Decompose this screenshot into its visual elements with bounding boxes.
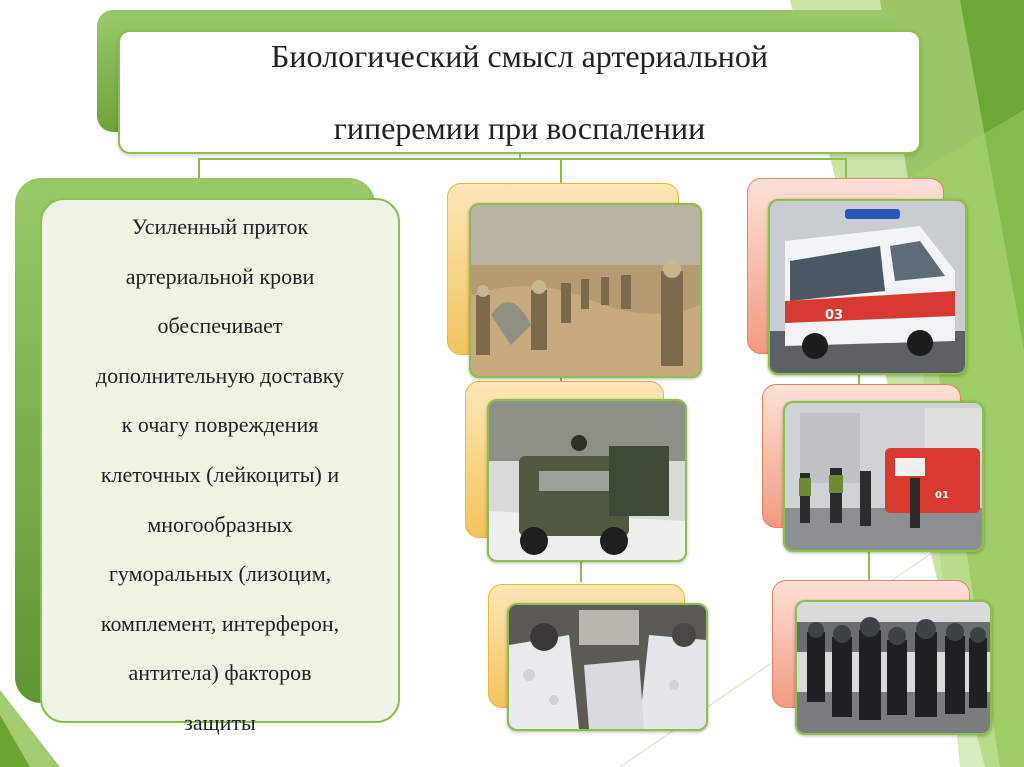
soldiers-in-vehicle-photo — [507, 603, 708, 731]
connector-line — [560, 158, 562, 184]
rescue-team-photo — [783, 401, 984, 552]
title-line-2: гиперемии при воспалении — [333, 110, 706, 146]
description-line: комплемент, интерферон, — [100, 610, 340, 636]
description-line: обеспечивает — [157, 313, 283, 339]
description-line: артериальной крови — [125, 263, 315, 289]
connector-line — [845, 158, 847, 180]
ambulance-number: 03 — [825, 308, 844, 323]
connector-line — [198, 158, 200, 180]
description-line: антитела) факторов — [128, 660, 312, 686]
description-line: гуморальных (лизоцим, — [108, 561, 332, 587]
description-line: многообразных — [147, 511, 293, 537]
riot-police-photo — [795, 600, 992, 735]
description-line: защиты — [184, 709, 256, 735]
description-line: к очагу повреждения — [121, 412, 319, 438]
description-text — [40, 198, 400, 735]
description-line: Усиленный приток — [131, 214, 309, 239]
title-line-1: Биологический смысл артериальной — [271, 38, 768, 74]
description-line: клеточных (лейкоциты) и — [100, 461, 340, 487]
ambulance-photo — [768, 199, 967, 375]
soldiers-marching-photo — [469, 203, 702, 378]
connector-line — [198, 158, 846, 160]
rescue-number: 01 — [935, 490, 949, 501]
page-title — [118, 30, 921, 154]
armored-vehicle-photo — [487, 399, 687, 562]
description-line: дополнительную доставку — [95, 362, 345, 388]
